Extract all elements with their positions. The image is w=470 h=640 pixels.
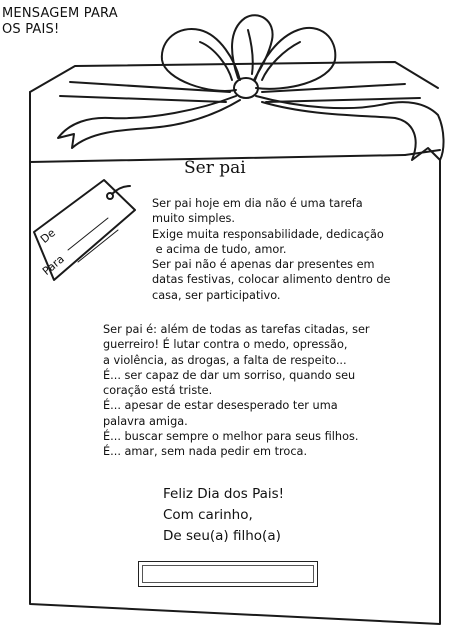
signature-box[interactable] <box>138 561 318 587</box>
closing-line: Feliz Dia dos Pais! <box>163 486 285 502</box>
bow-right-loop <box>255 28 335 89</box>
closing-line: Com carinho, <box>163 507 253 523</box>
paragraph-1 <box>152 196 402 303</box>
closing-message <box>163 484 284 547</box>
paragraph-line: a violência, as drogas, a falta de respeito... <box>103 353 347 367</box>
card-title: Ser pai <box>184 158 246 178</box>
closing-line: De seu(a) filho(a) <box>163 528 281 544</box>
paragraph-line: coração está triste. <box>103 384 213 398</box>
paragraph-line: É... buscar sempre o melhor para seus filhos. <box>103 430 359 444</box>
paragraph-line: guerreiro! É lutar contra o medo, opressão, <box>103 338 348 352</box>
tag-from-label: De <box>38 226 59 246</box>
header-line-2: OS PAIS! <box>2 22 60 37</box>
paragraph-line: É... ser capaz de dar um sorriso, quando seu <box>103 368 356 382</box>
ribbon-right-tail <box>256 96 444 160</box>
paragraph-line: muito simples. <box>152 212 236 226</box>
ribbon-left-tail <box>58 96 240 148</box>
paragraph-line: Exige muita responsabilidade, dedicação <box>152 227 384 241</box>
signature-box-inner <box>142 565 314 583</box>
header-line-1: MENSAGEM PARA <box>2 6 118 21</box>
paragraph-line: É... amar, sem nada pedir em troca. <box>103 445 308 459</box>
paragraph-line: casa, ser participativo. <box>152 288 281 302</box>
paragraph-line: Ser pai não é apenas dar presentes em <box>152 258 375 272</box>
paragraph-line: datas festivas, colocar alimento dentro de <box>152 273 391 287</box>
page-header <box>2 6 118 38</box>
paragraph-line: e acima de tudo, amor. <box>152 242 287 256</box>
bow-left-loop <box>162 29 240 91</box>
tag-to-label: Para <box>40 252 67 278</box>
paragraph-line: Ser pai hoje em dia não é uma tarefa <box>152 197 363 210</box>
paragraph-line: palavra amiga. <box>103 414 188 428</box>
paragraph-line: É... apesar de estar desesperado ter uma <box>103 399 338 413</box>
paragraph-2 <box>103 322 403 460</box>
paragraph-line: Ser pai é: além de todas as tarefas citadas, ser <box>103 323 370 336</box>
